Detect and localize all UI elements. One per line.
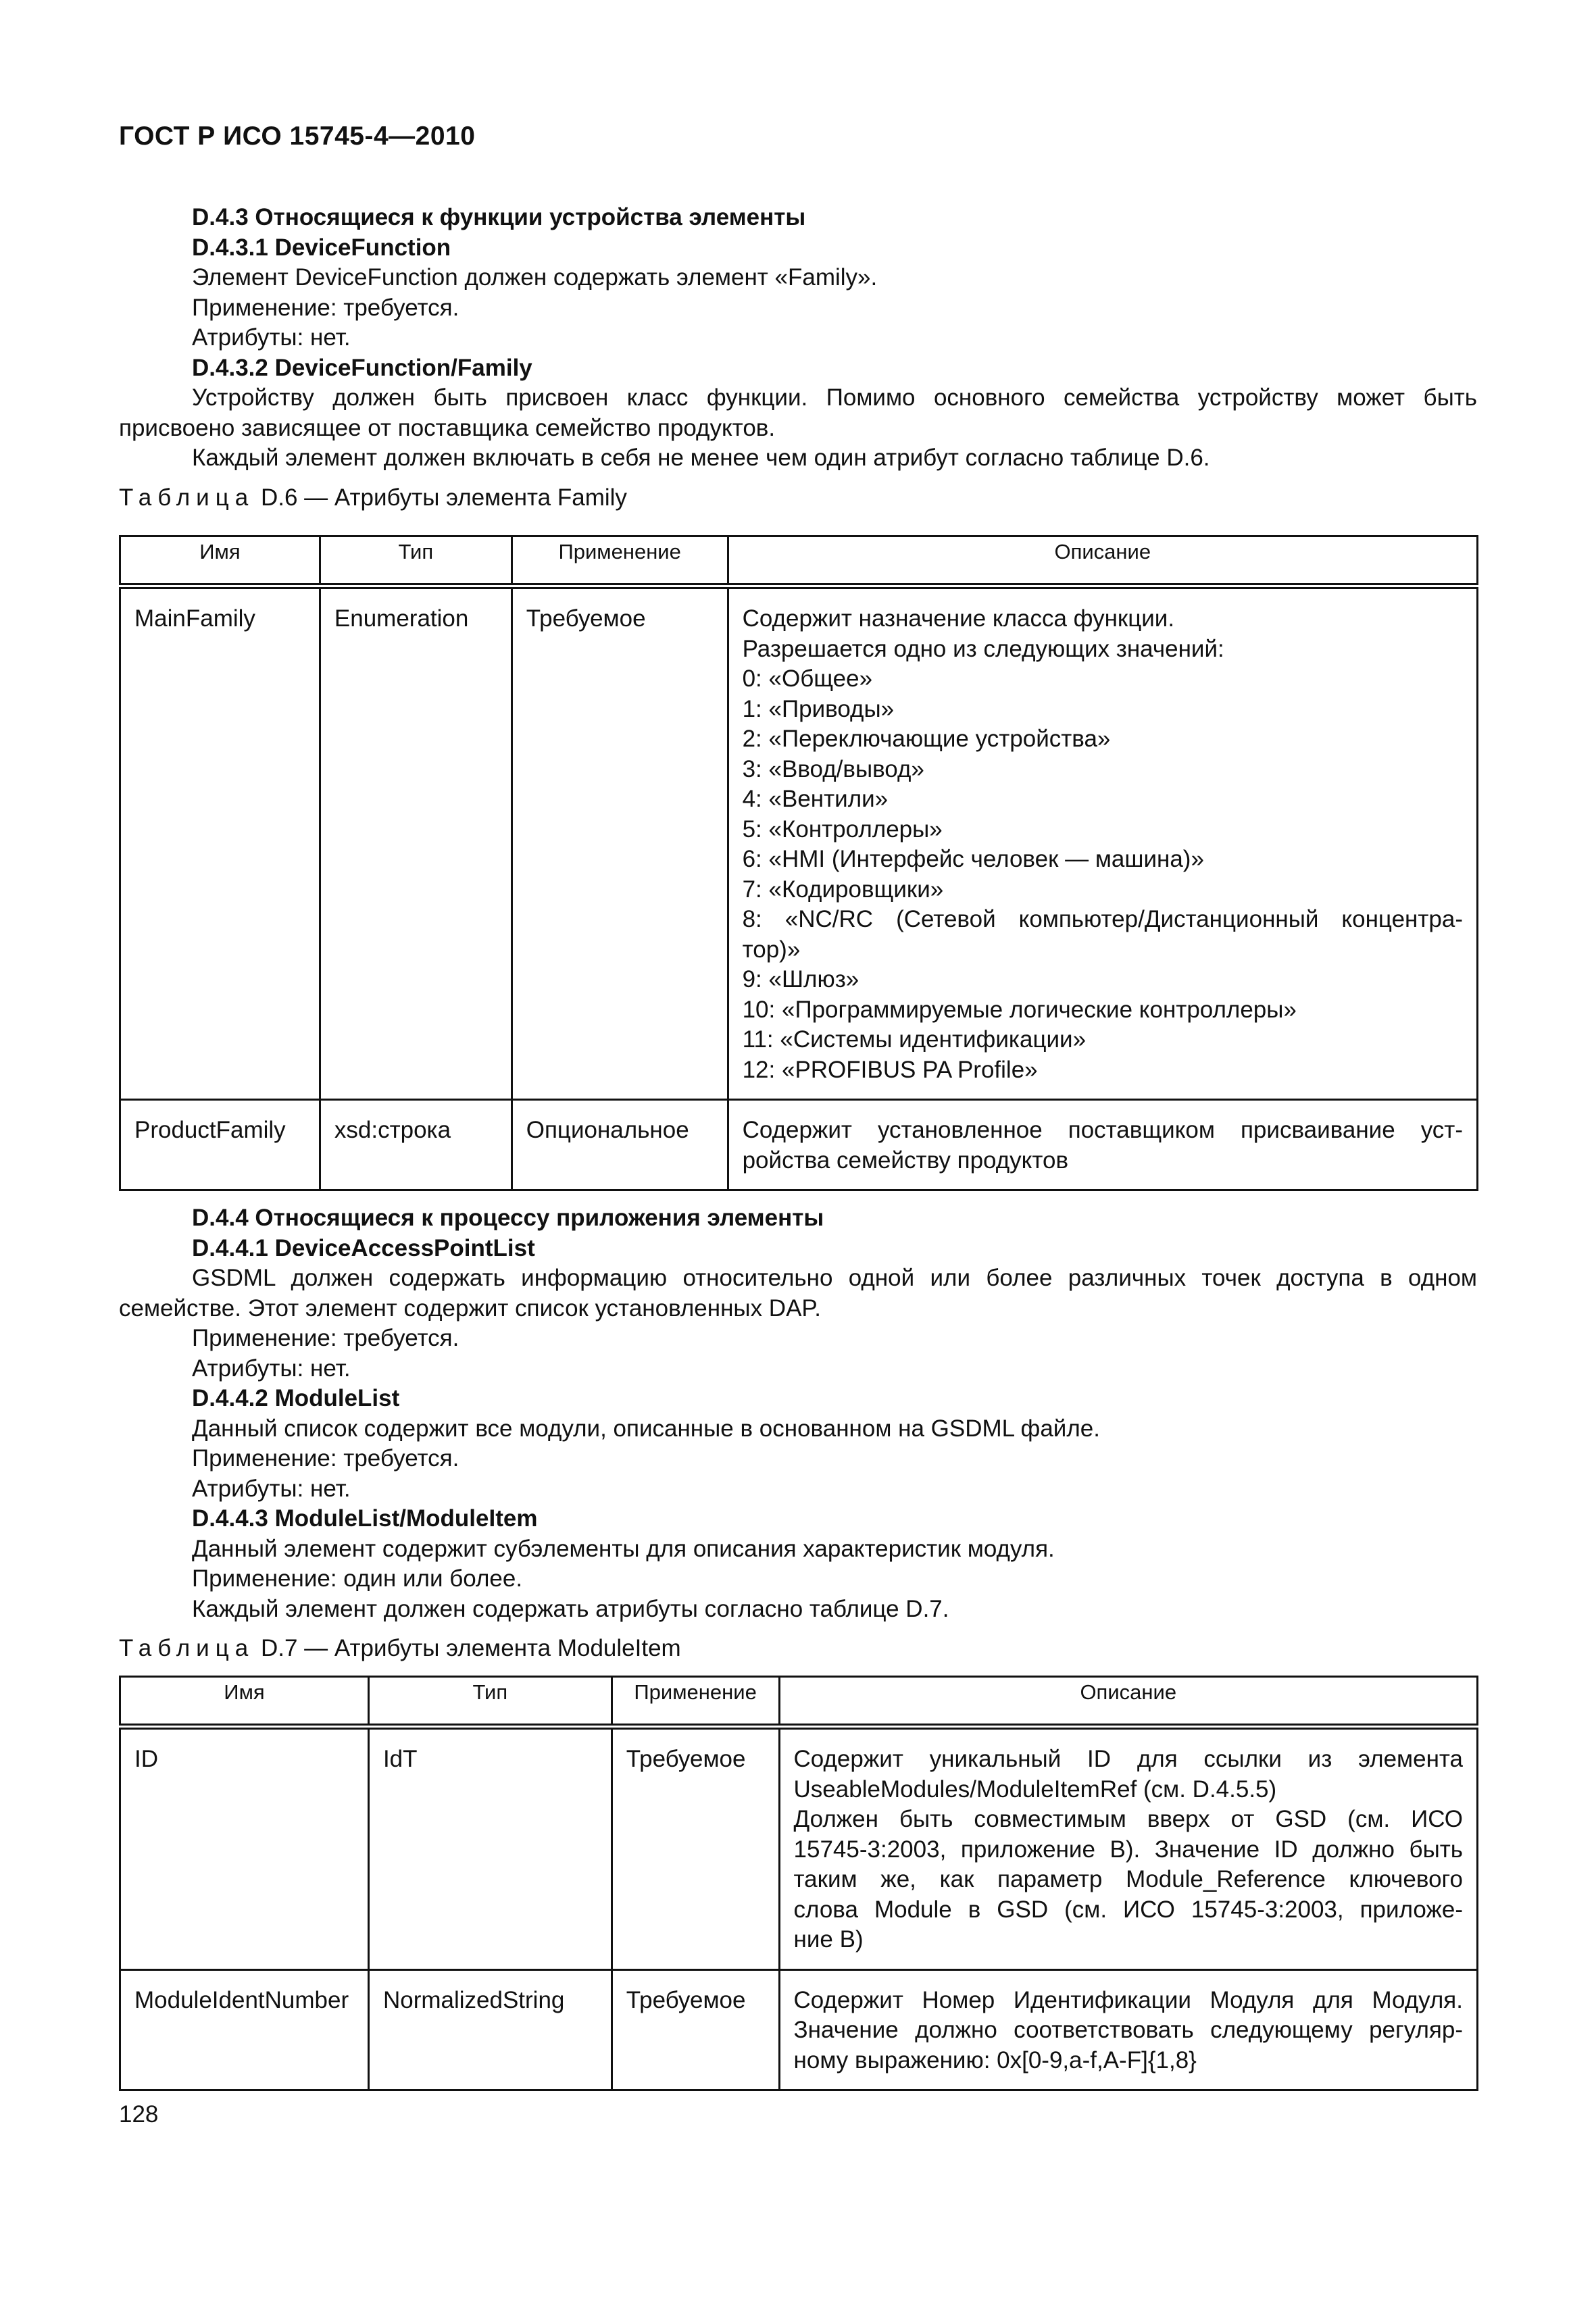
description-line: 1: «Приводы» bbox=[742, 695, 895, 722]
paragraph: Данный элемент содержит субэлементы для описания характеристик модуля. bbox=[192, 1535, 1055, 1562]
column-header: Тип bbox=[320, 536, 512, 586]
paragraph: Элемент DeviceFunction должен содержать элемент «Family». bbox=[192, 264, 878, 291]
table-row bbox=[120, 586, 1478, 1100]
paragraph-line: семействе. Этот элемент содержит список установленных DAP. bbox=[119, 1294, 821, 1322]
usage-text: Применение: требуется. bbox=[192, 1325, 459, 1351]
description-line: Содержит Номер Идентификации Модуля для Модуля. bbox=[793, 1986, 1463, 2013]
description-line: 3: «Ввод/вывод» bbox=[742, 755, 924, 782]
cell-usage: Требуемое bbox=[612, 1727, 779, 1970]
caption-word: Таблица bbox=[119, 484, 255, 511]
paragraph: Данный список содержит все модули, описанные в основанном на GSDML файле. bbox=[192, 1415, 1100, 1442]
caption-word: Таблица bbox=[119, 1635, 255, 1661]
table-header-row bbox=[120, 1677, 1478, 1727]
column-header: Описание bbox=[779, 1677, 1477, 1727]
table-d7 bbox=[119, 1676, 1478, 2091]
description-line: ному выражению: 0x[0-9,a-f,A-F]{1,8} bbox=[793, 2046, 1197, 2073]
document-header: ГОСТ Р ИСО 15745-4—2010 bbox=[119, 122, 476, 151]
attributes-text: Атрибуты: нет. bbox=[192, 1355, 351, 1382]
table-header-row bbox=[120, 536, 1478, 586]
table-row bbox=[120, 1100, 1478, 1190]
description-line: тор)» bbox=[742, 936, 801, 963]
column-header: Имя bbox=[120, 536, 320, 586]
cell-usage: Требуемое bbox=[612, 1969, 779, 2090]
description-line: слова Module в GSD (см. ИСО 15745-3:2003, приложе- bbox=[793, 1896, 1463, 1923]
description-line: таким же, как параметр Module_Reference ключевого bbox=[793, 1866, 1463, 1892]
cell-type: xsd:строка bbox=[320, 1100, 512, 1190]
description-line: 10: «Программируемые логические контроллеры» bbox=[742, 996, 1297, 1023]
cell-name: ProductFamily bbox=[120, 1100, 320, 1190]
paragraph-line: GSDML должен содержать информацию относительно одной или более различных точек доступа в одном bbox=[192, 1265, 1477, 1291]
description-line: 12: «PROFIBUS PA Profile» bbox=[742, 1056, 1038, 1083]
cell-name: MainFamily bbox=[120, 586, 320, 1100]
description-line: ние B) bbox=[793, 1926, 864, 1953]
column-header: Тип bbox=[368, 1677, 612, 1727]
cell-description bbox=[728, 1100, 1477, 1190]
table-row bbox=[120, 1969, 1478, 2090]
cell-description bbox=[728, 586, 1477, 1100]
attributes-text: Атрибуты: нет. bbox=[192, 324, 351, 351]
column-header: Применение bbox=[512, 536, 728, 586]
column-header: Применение bbox=[612, 1677, 779, 1727]
subsection-heading: D.4.3.2 DeviceFunction/Family bbox=[192, 354, 532, 381]
table-caption bbox=[119, 483, 1477, 513]
column-header: Описание bbox=[728, 536, 1477, 586]
description-line: 6: «HMI (Интерфейс человек — машина)» bbox=[742, 846, 1204, 872]
description-line: Должен быть совместимым вверх от GSD (см. ИСО bbox=[793, 1806, 1463, 1832]
cell-type: IdT bbox=[368, 1727, 612, 1970]
cell-description bbox=[779, 1969, 1477, 2090]
description-line: 2: «Переключающие устройства» bbox=[742, 726, 1111, 752]
paragraph-line: присвоено зависящее от поставщика семейство продуктов. bbox=[119, 414, 776, 441]
table-caption bbox=[119, 1634, 1477, 1664]
column-header: Имя bbox=[120, 1677, 369, 1727]
description-line: Значение должно соответствовать следующему регуляр- bbox=[793, 2017, 1463, 2043]
section-heading: D.4.4 Относящиеся к процессу приложения элементы bbox=[192, 1205, 824, 1231]
table-row bbox=[120, 1727, 1478, 1970]
paragraph: Каждый элемент должен включать в себя не менее чем один атрибут согласно таблице D.6. bbox=[192, 445, 1210, 471]
subsection-heading: D.4.4.1 DeviceAccessPointList bbox=[192, 1234, 535, 1261]
description-line: 15745-3:2003, приложение B). Значение ID должно быть bbox=[793, 1836, 1463, 1863]
cell-usage: Требуемое bbox=[512, 586, 728, 1100]
description-line: 11: «Системы идентификации» bbox=[742, 1026, 1087, 1053]
description-line: UseableModules/ModuleItemRef (см. D.4.5.5) bbox=[793, 1776, 1277, 1803]
description-line: 8: «NC/RC (Сетевой компьютер/Дистанционный концентра- bbox=[742, 906, 1463, 932]
description-line: ройства семейству продуктов bbox=[742, 1147, 1069, 1174]
usage-text: Применение: требуется. bbox=[192, 294, 459, 321]
subsection-heading: D.4.4.3 ModuleList/ModuleItem bbox=[192, 1505, 538, 1532]
cell-type: NormalizedString bbox=[368, 1969, 612, 2090]
description-line: 9: «Шлюз» bbox=[742, 966, 859, 992]
cell-usage: Опциональное bbox=[512, 1100, 728, 1190]
section-d44 bbox=[119, 1203, 1477, 1664]
attributes-text: Атрибуты: нет. bbox=[192, 1475, 351, 1502]
usage-text: Применение: требуется. bbox=[192, 1445, 459, 1472]
section-heading: D.4.3 Относящиеся к функции устройства элементы bbox=[192, 204, 806, 230]
description-line: Содержит назначение класса функции. bbox=[742, 605, 1175, 632]
cell-name: ModuleIdentNumber bbox=[120, 1969, 369, 2090]
subsection-heading: D.4.4.2 ModuleList bbox=[192, 1385, 400, 1411]
paragraph: Каждый элемент должен содержать атрибуты согласно таблице D.7. bbox=[192, 1595, 949, 1622]
cell-name: ID bbox=[120, 1727, 369, 1970]
description-line: 0: «Общее» bbox=[742, 665, 873, 692]
section-d43 bbox=[119, 203, 1477, 513]
description-line: 5: «Контроллеры» bbox=[742, 815, 943, 842]
description-line: 4: «Вентили» bbox=[742, 786, 889, 812]
page-number: 128 bbox=[119, 2101, 159, 2128]
description-line: Разрешается одно из следующих значений: bbox=[742, 635, 1224, 662]
caption-title: D.7 — Атрибуты элемента ModuleItem bbox=[254, 1635, 681, 1661]
usage-text: Применение: один или более. bbox=[192, 1565, 523, 1592]
caption-title: D.6 — Атрибуты элемента Family bbox=[254, 484, 627, 511]
cell-description bbox=[779, 1727, 1477, 1970]
cell-type: Enumeration bbox=[320, 586, 512, 1100]
description-line: Содержит установленное поставщиком присваивание уст- bbox=[742, 1117, 1463, 1143]
table-d6 bbox=[119, 535, 1478, 1191]
description-line: Содержит уникальный ID для ссылки из элемента bbox=[793, 1746, 1463, 1772]
description-line: 7: «Кодировщики» bbox=[742, 876, 944, 903]
paragraph-line: Устройству должен быть присвоен класс функции. Помимо основного семейства устройству может быть bbox=[192, 384, 1477, 411]
subsection-heading: D.4.3.1 DeviceFunction bbox=[192, 234, 451, 261]
